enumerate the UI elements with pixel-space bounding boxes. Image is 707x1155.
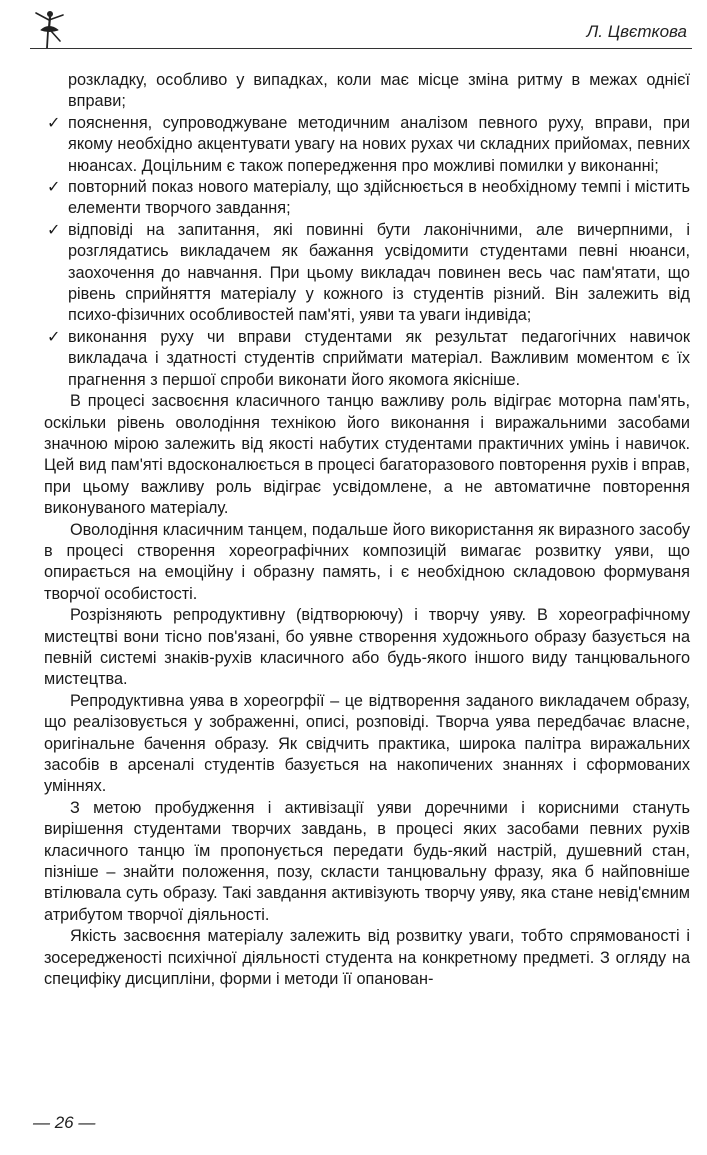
bullet-item (44, 177, 690, 220)
paragraph: З метою пробудження і активізації уяви доречними і корисними стануть вирішення студентами творчих завдань, в процесі яких засобами певних рухів класичного танцю їм пропонується передати будь-який настрій, душевний стан, пізніше – знайти положення, позу, скласти танцювальну фразу, яка б найповніше втілювала суть образу. Такі завдання активізують творчу уяву, яка стане невід'ємним атрибутом творчої діяльності. (44, 798, 690, 924)
bullet-item (44, 220, 690, 327)
checkmark-icon: ✓ (47, 179, 61, 197)
page-body (44, 70, 690, 990)
paragraph: Оволодіння класичним танцем, подальше його використання як виразного засобу в процесі створення хореографічних композицій вимагає розвитку уяви, що опирається на емоційну і образну память, і є необхідною складовою формуваня творчої особистості. (44, 520, 690, 603)
checkmark-icon: ✓ (47, 221, 61, 239)
checkmark-icon: ✓ (47, 328, 61, 346)
ballerina-icon (30, 8, 70, 50)
bullet-text: повторний показ нового матеріалу, що здійснюється в необхідному темпі і містить елементи творчого завдання; (68, 178, 690, 218)
bullet-item (44, 113, 690, 177)
continued-bullet-text: розкладку, особливо у випадках, коли має місце зміна ритму в межах однієї вправи; (68, 71, 690, 111)
paragraph: Якість засвоєння матеріалу залежить від розвитку уваги, тобто спрямованості і зосередженості психічної діяльності студента на конкретному предметі. З огляду на специфіку дисципліни, форми і методи її опанован- (44, 927, 690, 989)
header-rule (30, 48, 692, 49)
bullet-text: відповіді на запитання, які повинні бути лаконічними, але вичерпними, і розглядатись викладачем як бажання усвідомити студентами певні нюанси, заохочення до навчання. При цьому викладач повинен весь час пам'ятати, що рівень сприйняття матеріалу у кожного із студентів різний. Він залежить від психо-фізичних особливостей пам'яті, уяви та уваги індивіда; (68, 220, 690, 325)
bullet-item (44, 327, 690, 391)
paragraph: Розрізняють репродуктивну (відтворюючу) і творчу уяву. В хореографічному мистецтві вони тісно пов'язані, бо уявне створення художнього образу базується на певній системі знаків-рухів класичного або будь-якого іншого виду танцювального мистецтва. (44, 606, 690, 689)
bullet-text: пояснення, супроводжуване методичним аналізом певного руху, вправи, при якому необхідно акцентувати увагу на нових рухах чи складних прийомах, певних нюансах. Доцільним є також попередження про можливі помилки у виконанні; (68, 113, 690, 175)
checkmark-icon: ✓ (47, 114, 61, 132)
running-head-author: Л. Цвєткова (586, 22, 687, 41)
paragraph: Репродуктивна уява в хореогрфії – це відтворення заданого викладачем образу, що реалізовується у зображенні, описі, розповіді. Творча уява передбачає власне, оригінальне бачення образу. Як свідчить практика, широка палітра виражальних засобів в арсеналі студентів базується на накопичених знаннях і сформованих уміннях. (44, 691, 690, 796)
bullet-text: виконання руху чи вправи студентами як результат педагогічних навичок викладача і здатності студентів сприймати матеріал. Важливим моментом є їх прагнення з першої спроби виконати його якомога якісніше. (68, 327, 690, 389)
paragraph: В процесі засвоєння класичного танцю важливу роль відіграє моторна пам'ять, оскільки рівень оволодіння технікою його виконання і виражальними засобами значною мірою залежить від якості набутих студентами практичних умінь і навичок. Цей вид пам'яті вдосконалюється в процесі багаторазового повторення рухів і вправ, при цьому важливу роль відіграє усвідомлене, а не автоматичне повторення виконуваного матеріалу. (44, 392, 690, 518)
page-number: — 26 — (33, 1113, 96, 1132)
